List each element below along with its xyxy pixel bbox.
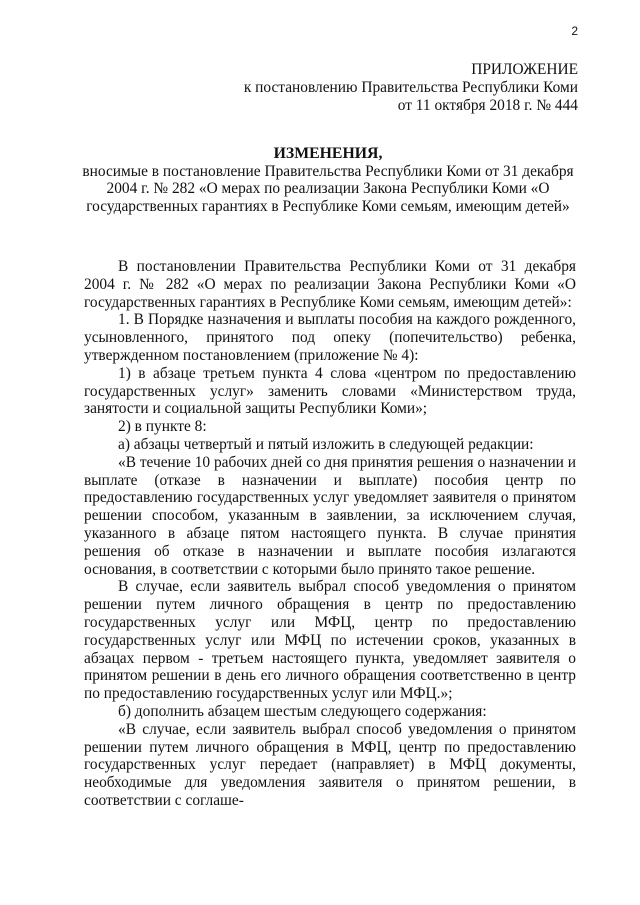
appendix-date: от 11 октября 2018 г. № 444 (397, 97, 578, 114)
paragraph: 1. В Порядке назначения и выплаты пособия на каждого рожденного, усыновленного, принятого под опеку (попечительство) ребенка, утвержденном постановлением (приложение № 4): (84, 311, 576, 364)
paragraph: 1) в абзаце третьем пункта 4 слова «центром по предоставлению государственных услуг» заменить словами «Министерством труда, занятости и социальной защиты Республики Коми»; (84, 364, 576, 418)
paragraph: «В случае, если заявитель выбрал способ уведомления о принятом решении путем личного обращения в МФЦ, центр по предоставлению государственных услуг передает (направляет) в МФЦ документы, необходимые для уведомления заявителя о принятом решении, в соответствии с соглаше- (84, 720, 576, 809)
heading-block (80, 145, 576, 215)
paragraph: 2) в пункте 8: (118, 418, 207, 436)
page-number: 2 (571, 24, 578, 38)
heading-subtitle: вносимые в постановление Правительства Республики Коми от 31 декабря 2004 г. № 282 «О мерах по реализации Закона Республики Коми «О государственных гарантиях в Республике Коми семьям, имеющим детей» (82, 162, 574, 215)
appendix-title: ПРИЛОЖЕНИЕ (471, 61, 578, 78)
paragraph: а) абзацы четвертый и пятый изложить в следующей редакции: (118, 435, 534, 453)
heading-title: ИЗМЕНЕНИЯ, (273, 145, 383, 162)
paragraph: «В течение 10 рабочих дней со дня принятия решения о назначении и выплате (отказе в назначении и выплате) пособия центр по предоставлению государственных услуг уведомляет заявителя о принятом решении способом, указанным в заявлении, за исключением случая, указанного в абзаце пятом настоящего пункта. В случае принятия решения об отказе в назначении и выплате пособия излагаются основания, в соответствии с которыми было принято такое решение. (84, 453, 576, 578)
appendix-resolution: к постановлению Правительства Республики Коми (243, 79, 578, 96)
appendix-block (244, 61, 578, 115)
paragraph: В постановлении Правительства Республики Коми от 31 декабря 2004 г. № 282 «О мерах по реализации Закона Республики Коми «О государственных гарантиях в Республике Коми семьям, имеющим детей»: (84, 258, 576, 311)
document-body (84, 258, 576, 810)
paragraph: В случае, если заявитель выбрал способ уведомления о принятом решении путем личного обращения в центр по предоставлению государственных услуг или МФЦ, центр по предоставлению государственных услуг или МФЦ по истечении сроков, указанных в абзацах первом - третьем настоящего пункта, уведомляет заявителя о принятом решении в день его личного обращения соответственно в центр по предоставлению государственных услуг или МФЦ.»; (84, 578, 576, 703)
paragraph: б) дополнить абзацем шестым следующего содержания: (118, 702, 487, 720)
